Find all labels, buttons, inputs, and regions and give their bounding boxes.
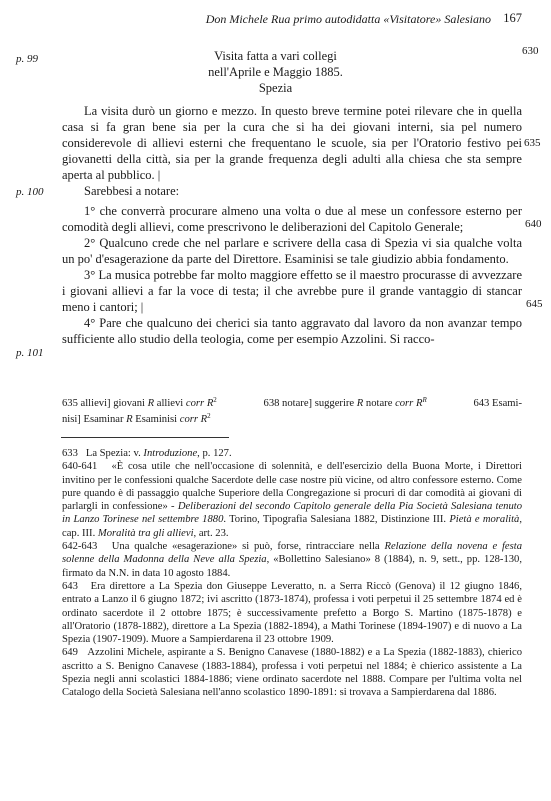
section-title xyxy=(0,48,551,96)
page-number: 167 xyxy=(503,11,522,25)
margin-ref-p99: p. 99 xyxy=(16,53,38,65)
line-number-645: 645 xyxy=(526,298,543,310)
margin-ref-p100: p. 100 xyxy=(16,186,44,198)
paragraph-6: 4° Pare che qualcuno dei cherici sia tanto aggravato dal lavoro da non avanzar tempo sufficiente allo studio della teologia, come per esempio Azzolini. Si racco- xyxy=(62,316,522,346)
paragraph-4: 2° Qualcuno crede che nel parlare e scrivere della casa di Spezia vi sia qualche volta un po' d'esagerazione da parte del Direttore. Esaminisi se tale giudizio abbia fondamento. xyxy=(62,236,522,266)
note-642-643: 642-643 Una qualche «esagerazione» si può, forse, rintracciare nella Relazione della novena e festa solenne della Madonna della Neve alla Spezia, «Bollettino Salesiano» 8 (1884), n. 9, sett., pp. 128-130, firmato da N.N. in data 10 agosto 1884. xyxy=(62,541,523,579)
critical-apparatus xyxy=(62,397,522,427)
paragraph-3: 1° che converrà procurare almeno una volta o due al mese un confessore esterno per comodità degli allievi, come prescrivono le deliberazioni del Capitolo Generale; xyxy=(62,204,522,234)
title-line-3: Spezia xyxy=(258,81,293,95)
apparatus-entry-635: 635 allievi] giovani R allievi corr $R^2$ xyxy=(62,396,217,409)
apparatus-line-2: nisi] Esaminar R Esaminisi corr $R^2$ xyxy=(62,412,211,426)
running-header: Don Michele Rua primo autodidatta «Visitatore» Salesiano xyxy=(205,12,491,26)
line-number-640: 640 xyxy=(525,218,542,230)
paragraph-2: Sarebbesi a notare: xyxy=(84,184,180,198)
paragraph-5: 3° La musica potrebbe far molto maggiore effetto se il maestro procurasse di avvezzare i giovani allievi a far la voce di testa; il che avrebbe pure il grande vantaggio di stancar meno i cantori; | xyxy=(62,268,522,314)
note-643: 643 Era direttore a La Spezia don Giuseppe Leveratto, n. a Serra Riccò (Genova) il 12 giugno 1846, entrato a Lanzo il 6 giugno 1872; ivi ascritto (1873-1874), professa i voti perpetui il 25 settembre 1874 ed è ordinato sacerdote il 2 ottobre 1875; è successivamente prefetto a Borgo S. Martino (1875-1878) e all'Oratorio (1878-1882), direttore a La Spezia (1882-1894), a Mathi Torinese (1894-1907) e di nuovo a La Spezia (1907-1909). Muore a Sampierdarena il 23 ottobre 1909. xyxy=(62,580,522,646)
line-number-630: 630 xyxy=(522,45,539,57)
title-line-2: nell'Aprile e Maggio 1885. xyxy=(208,65,343,79)
commentary-notes xyxy=(62,447,522,700)
main-text xyxy=(62,103,522,347)
line-number-635: 635 xyxy=(524,137,541,149)
title-line-1: Visita fatta a vari collegi xyxy=(214,49,337,63)
apparatus-entry-643: 643 Esami- xyxy=(473,398,522,409)
note-640-641: 640-641 «È cosa utile che nell'occasione di solennità, e dell'esercizio della Buona Morte, i Direttori invitino per le confessioni qualche Sacerdote delle case nostre più vicine, od altro confessore esterno. Come pure quando è di passaggio qualche Superiore della Congregazione si procuri di dar comodità ai giovani di parlargli in confessione» - Deliberazioni del secondo Capitolo generale della Pia Società Salesiana tenuto in Lanzo Torinese nel settembre 1880. Torino, Tipografia Salesiana 1882, Distinzione III. Pietà e moralità, cap. III. Moralità tra gli allievi, art. 23. xyxy=(62,461,523,539)
margin-ref-p101: p. 101 xyxy=(16,347,44,359)
paragraph-1: La visita durò un giorno e mezzo. In questo breve termine potei rilevare che in quella casa si fa gran bene sia per la cura che si ha dei giovani interni, sia pel numero considerevole di allievi esterni che frequentano le scuole, sia per l'Oratorio festivo pei giovanetti della città, sia per la grande frequenza degli adulti alla chiesa che sta sempre aperta al pubblico. | xyxy=(62,104,522,182)
apparatus-line-1 xyxy=(62,397,522,410)
note-649: 649 Azzolini Michele, aspirante a S. Benigno Canavese (1880-1882) e a La Spezia (1882-1883), chierico ascritto a S. Benigno Canavese (1883-1884), professa i voti perpetui nel 1884; è chierico assistente a La Spezia negli anni scolastici 1884-1886; viene ordinato sacerdote nel 1888. Compare per l'ultima volta nel Catalogo della Società Salesiana nell'anno scolastico 1890-1891: si trovava a Sampierdarena dal 1886. xyxy=(62,647,522,699)
footnote-rule xyxy=(61,437,229,438)
apparatus-entry-638: 638 notare] suggerire R notare corr $R^R$ xyxy=(263,396,427,409)
note-633: 633 La Spezia: v. Introduzione, p. 127. xyxy=(62,448,232,459)
